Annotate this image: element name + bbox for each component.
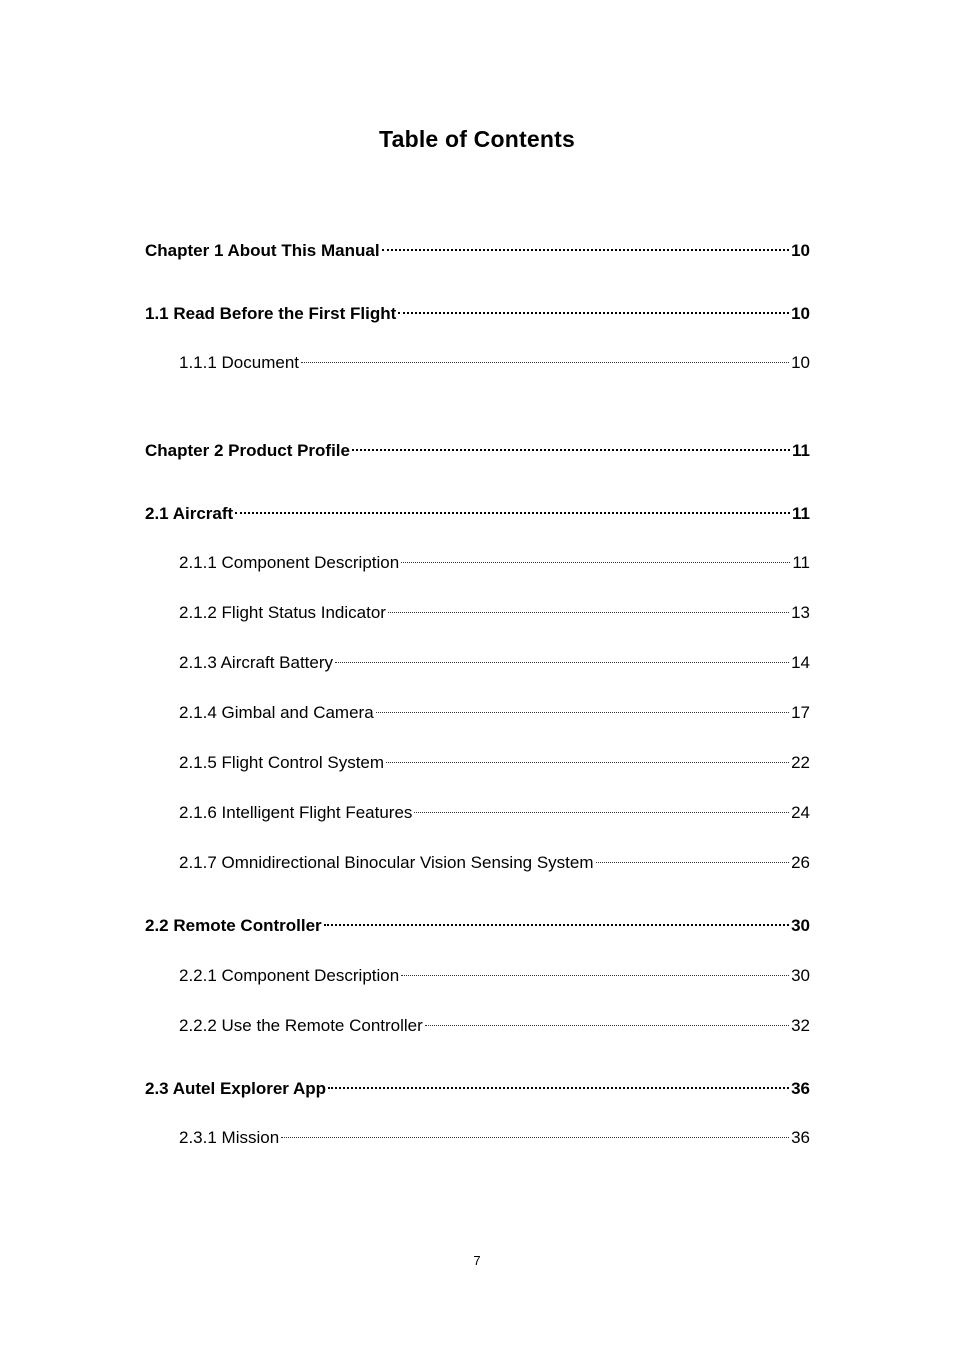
dot-leader (301, 362, 789, 363)
dot-leader (596, 862, 790, 863)
toc-entry-page: 17 (791, 703, 810, 722)
dot-leader (401, 975, 789, 976)
dot-leader (382, 249, 790, 251)
page-title: Table of Contents (379, 126, 575, 152)
toc-entry[interactable] (179, 1128, 810, 1152)
toc-entry-label: 2.3.1 Mission (179, 1128, 280, 1147)
toc-entry-page: 14 (791, 653, 810, 672)
toc-entry-page: 22 (791, 753, 810, 772)
toc-entry-page: 36 (791, 1128, 810, 1147)
toc-entry-label: 2.1.7 Omnidirectional Binocular Vision Sensing System (179, 853, 594, 872)
toc-entry[interactable] (179, 653, 810, 677)
dot-leader (388, 612, 789, 613)
toc-entry-label: 2.1.6 Intelligent Flight Features (179, 803, 413, 822)
dot-leader (414, 812, 789, 813)
toc-entry-label: 2.1.3 Aircraft Battery (179, 653, 334, 672)
toc-entry-page: 10 (791, 241, 810, 260)
page-number: 7 (473, 1253, 481, 1268)
toc-entry-label: 2.2.2 Use the Remote Controller (179, 1016, 423, 1035)
toc-entry-label: 2.1.1 Component Description (179, 553, 400, 572)
toc-entry-label: 1.1.1 Document (179, 353, 300, 372)
toc-entry-page: 24 (791, 803, 810, 822)
toc-entry-label: Chapter 2 Product Profile (145, 441, 350, 460)
dot-leader (235, 512, 790, 514)
toc-entry[interactable] (145, 441, 810, 465)
toc-entry[interactable] (145, 241, 810, 265)
toc-entry[interactable] (179, 603, 810, 627)
toc-entry-page: 36 (791, 1079, 810, 1098)
toc-entry-page: 11 (792, 504, 810, 523)
toc-entry[interactable] (179, 966, 810, 990)
toc-entry-page: 10 (791, 353, 810, 372)
toc-entry-page: 13 (791, 603, 810, 622)
toc-entry[interactable] (179, 1016, 810, 1040)
toc-entry[interactable] (145, 504, 810, 528)
dot-leader (324, 924, 789, 926)
toc-entry-page: 32 (791, 1016, 810, 1035)
toc-entry-label: 2.3 Autel Explorer App (145, 1079, 327, 1098)
toc-entry[interactable] (145, 304, 810, 328)
toc-entry-page: 30 (791, 966, 810, 985)
toc-entry-label: 2.2 Remote Controller (145, 916, 322, 935)
dot-leader (401, 562, 790, 563)
dot-leader (281, 1137, 789, 1138)
toc-entry[interactable] (179, 353, 810, 377)
toc-entry[interactable] (179, 703, 810, 727)
toc-entry-page: 10 (791, 304, 810, 323)
dot-leader (376, 712, 789, 713)
toc-entry[interactable] (145, 1079, 810, 1103)
toc-entry[interactable] (179, 753, 810, 777)
toc-entry-label: 1.1 Read Before the First Flight (145, 304, 397, 323)
dot-leader (386, 762, 789, 763)
dot-leader (425, 1025, 789, 1026)
toc-entry-label: Chapter 1 About This Manual (145, 241, 380, 260)
toc-entry-label: 2.2.1 Component Description (179, 966, 400, 985)
toc-entry[interactable] (179, 803, 810, 827)
toc-entry-label: 2.1.4 Gimbal and Camera (179, 703, 374, 722)
toc-entry-label: 2.1 Aircraft (145, 504, 234, 523)
toc-entry-label: 2.1.2 Flight Status Indicator (179, 603, 386, 622)
dot-leader (335, 662, 789, 663)
toc-entry[interactable] (179, 553, 810, 577)
toc-entry-page: 26 (791, 853, 810, 872)
dot-leader (328, 1087, 789, 1089)
toc-entry-page: 11 (792, 441, 810, 460)
toc-entry-page: 11 (792, 553, 810, 572)
toc-entry-page: 30 (791, 916, 810, 935)
dot-leader (398, 312, 789, 314)
toc-entry[interactable] (179, 853, 810, 877)
toc-entry[interactable] (145, 916, 810, 940)
dot-leader (352, 449, 790, 451)
toc-entry-label: 2.1.5 Flight Control System (179, 753, 385, 772)
